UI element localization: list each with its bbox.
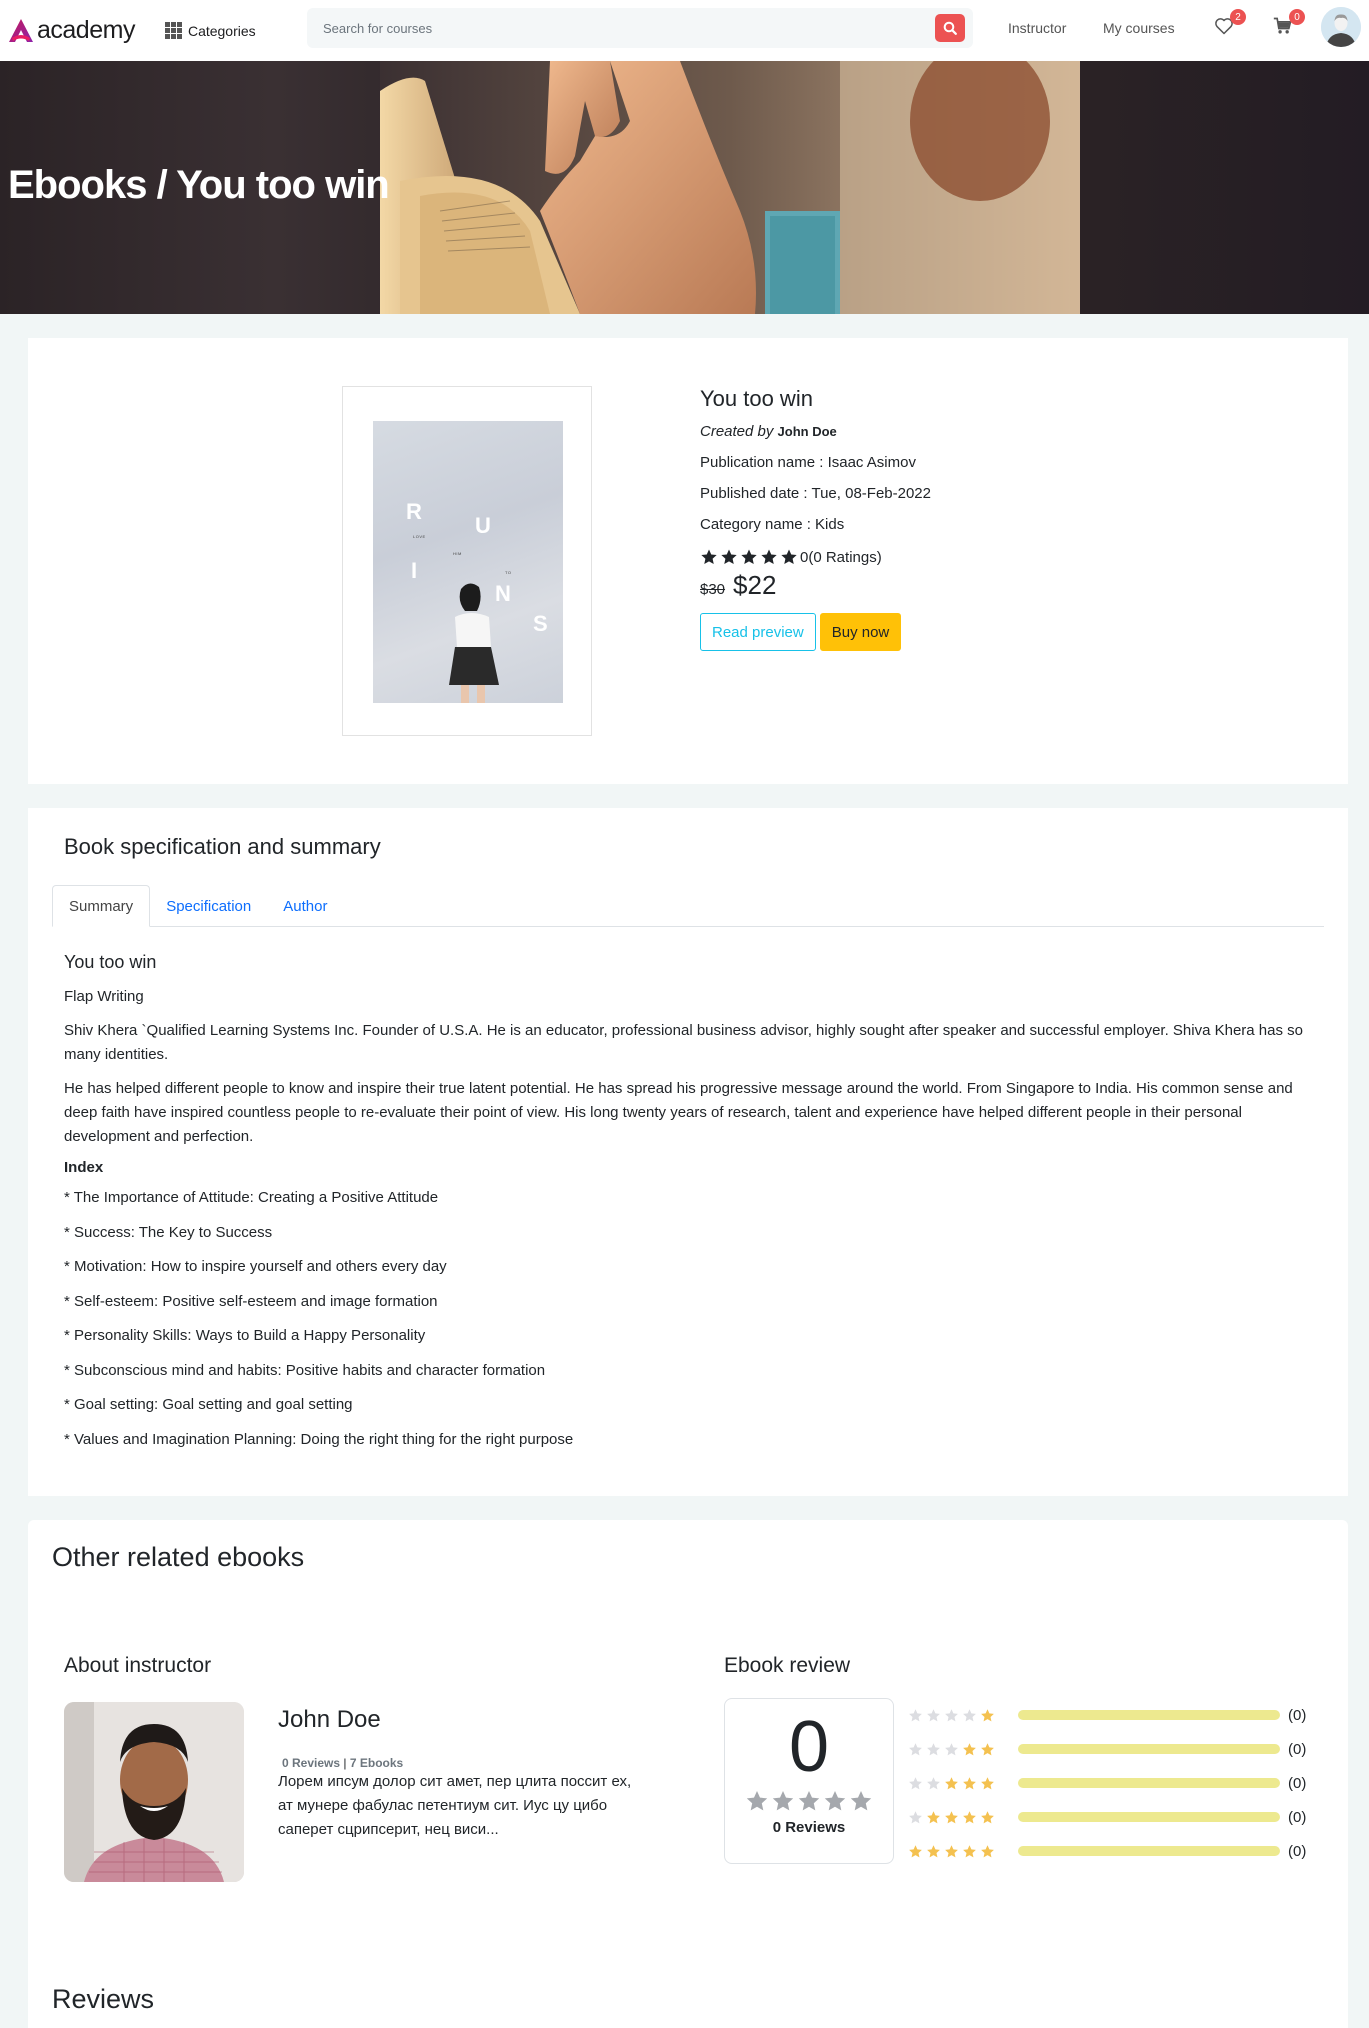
book-cover-image bbox=[373, 421, 563, 703]
summary-paragraph: Shiv Khera `Qualified Learning Systems Inc. Founder of U.S.A. He is an educator, professional business advisor, highly sought after speaker and successful employer. Shiva Khera has so many identities. bbox=[64, 1022, 1304, 1063]
category-name: Category name : Kids bbox=[700, 516, 845, 533]
row-stars bbox=[908, 1708, 1018, 1723]
top-navbar bbox=[0, 0, 1369, 61]
index-item: * Personality Skills: Ways to Build a Happy Personality bbox=[64, 1327, 426, 1344]
index-item: * The Importance of Attitude: Creating a Positive Attitude bbox=[64, 1189, 439, 1206]
star-icon bbox=[926, 1708, 941, 1723]
ebook-review-heading: Ebook review bbox=[724, 1654, 851, 1677]
rating-bar bbox=[1018, 1710, 1280, 1720]
page-title: Ebooks / You too win bbox=[8, 163, 389, 207]
index-item: * Goal setting: Goal setting and goal setting bbox=[64, 1396, 353, 1413]
summary-subtitle: Flap Writing bbox=[64, 988, 144, 1005]
rating-count: (0) bbox=[1288, 1740, 1307, 1758]
index-item: * Subconscious mind and habits: Positive habits and character formation bbox=[64, 1361, 546, 1379]
star-icon bbox=[908, 1776, 923, 1791]
stats-separator: | bbox=[343, 1756, 347, 1770]
cover-letter: N bbox=[495, 581, 511, 606]
search-button[interactable] bbox=[935, 14, 965, 42]
row-stars bbox=[908, 1844, 1018, 1859]
star-icon bbox=[944, 1708, 959, 1723]
tab-specification[interactable]: Specification bbox=[166, 897, 252, 915]
wishlist-count-badge: 2 bbox=[1230, 9, 1246, 25]
star-icon bbox=[760, 548, 778, 566]
star-icon bbox=[944, 1844, 959, 1859]
spec-heading: Book specification and summary bbox=[64, 834, 381, 859]
search-icon bbox=[943, 21, 957, 35]
star-icon bbox=[962, 1810, 977, 1825]
summary-content bbox=[64, 952, 1308, 1462]
instructor-stats bbox=[282, 1756, 403, 1770]
instructor-avatar-image bbox=[64, 1702, 244, 1882]
star-icon bbox=[962, 1776, 977, 1791]
nav-my-courses-link[interactable]: My courses bbox=[1103, 20, 1175, 36]
book-actions bbox=[700, 613, 931, 651]
index-item: * Success: The Key to Success bbox=[64, 1223, 273, 1241]
index-item: * Self-esteem: Positive self-esteem and image formation bbox=[64, 1292, 438, 1310]
book-rating bbox=[700, 548, 931, 566]
star-icon bbox=[944, 1742, 959, 1757]
star-icon bbox=[908, 1708, 923, 1723]
instructor-photo[interactable] bbox=[64, 1702, 244, 1882]
cover-letter: S bbox=[533, 611, 548, 636]
created-by bbox=[700, 424, 931, 439]
read-preview-button[interactable]: Read preview bbox=[700, 613, 816, 651]
star-icon bbox=[980, 1844, 995, 1859]
academy-logo-icon bbox=[8, 18, 34, 44]
related-section-card bbox=[28, 1520, 1348, 2028]
star-icon bbox=[745, 1789, 769, 1813]
book-title: You too win bbox=[700, 386, 813, 411]
index-item: * Values and Imagination Planning: Doing the right thing for the right purpose bbox=[64, 1430, 574, 1448]
instructor-bio: Лорем ипсум долор сит амет, пер цлита поссит ех, ат мунере фабулас петентиум сит. Иус цу цибо саперет сцрипсерит, нец виси... bbox=[278, 1773, 632, 1838]
categories-label: Categories bbox=[187, 22, 256, 39]
reviews-heading: Reviews bbox=[52, 1984, 155, 2014]
star-icon bbox=[780, 548, 798, 566]
cover-girl-figure bbox=[433, 581, 513, 703]
instructor-name[interactable]: John Doe bbox=[278, 1706, 381, 1733]
wishlist-button[interactable] bbox=[1214, 11, 1241, 41]
book-detail-card bbox=[28, 338, 1348, 784]
average-stars bbox=[725, 1789, 893, 1813]
index-item: * Motivation: How to inspire yourself and others every day bbox=[64, 1258, 447, 1275]
book-cover-frame bbox=[342, 386, 592, 736]
star-icon bbox=[980, 1708, 995, 1723]
star-icon bbox=[740, 548, 758, 566]
row-stars bbox=[908, 1776, 1018, 1791]
star-icon bbox=[926, 1810, 941, 1825]
star-icon bbox=[980, 1810, 995, 1825]
cover-letter: I bbox=[411, 558, 418, 583]
search-bar bbox=[307, 8, 973, 48]
rating-bar bbox=[1018, 1812, 1280, 1822]
rating-row-2-star bbox=[908, 1732, 1306, 1766]
instructor-ebooks: 7 Ebooks bbox=[349, 1756, 404, 1770]
about-instructor-heading: About instructor bbox=[64, 1654, 212, 1677]
brand-logo[interactable] bbox=[8, 18, 135, 44]
cart-button[interactable] bbox=[1273, 11, 1300, 41]
star-icon bbox=[700, 548, 718, 566]
star-icon bbox=[908, 1810, 923, 1825]
star-icon bbox=[962, 1708, 977, 1723]
row-stars bbox=[908, 1742, 1018, 1757]
star-icon bbox=[980, 1742, 995, 1757]
star-icon bbox=[944, 1810, 959, 1825]
nav-instructor-link[interactable]: Instructor bbox=[1008, 20, 1067, 36]
cover-word: HIM bbox=[453, 551, 462, 556]
tab-summary[interactable]: Summary bbox=[52, 885, 150, 927]
rating-count: (0) bbox=[1288, 1808, 1307, 1826]
related-ebooks-heading: Other related ebooks bbox=[52, 1542, 305, 1572]
price bbox=[700, 570, 931, 601]
published-date: Published date : Tue, 08-Feb-2022 bbox=[700, 485, 931, 502]
star-icon bbox=[797, 1789, 821, 1813]
star-icon bbox=[926, 1742, 941, 1757]
star-icon bbox=[926, 1776, 941, 1791]
cover-word: TO bbox=[505, 570, 512, 575]
search-input[interactable] bbox=[307, 8, 935, 48]
star-icon bbox=[771, 1789, 795, 1813]
author-link[interactable]: John Doe bbox=[777, 424, 837, 439]
rating-text: 0(0 Ratings) bbox=[800, 548, 882, 566]
rating-row-5-star bbox=[908, 1834, 1306, 1868]
star-icon bbox=[849, 1789, 873, 1813]
rating-row-3-star bbox=[908, 1766, 1306, 1800]
star-icon bbox=[720, 548, 738, 566]
row-stars bbox=[908, 1810, 1018, 1825]
publication-name: Publication name : Isaac Asimov bbox=[700, 454, 916, 471]
star-icon bbox=[926, 1844, 941, 1859]
rating-count: (0) bbox=[1288, 1706, 1307, 1724]
discounted-price: $22 bbox=[733, 570, 777, 600]
categories-menu[interactable] bbox=[165, 22, 256, 39]
average-rating: 0 bbox=[788, 1707, 830, 1787]
tab-author[interactable]: Author bbox=[283, 897, 328, 915]
rating-bar bbox=[1018, 1778, 1280, 1788]
rating-count: (0) bbox=[1288, 1774, 1307, 1792]
star-icon bbox=[980, 1776, 995, 1791]
user-avatar[interactable] bbox=[1321, 7, 1361, 47]
rating-bar bbox=[1018, 1744, 1280, 1754]
book-info bbox=[700, 386, 931, 651]
rating-count: (0) bbox=[1288, 1842, 1307, 1860]
cover-letter: R bbox=[406, 499, 422, 524]
cover-word: LOVE bbox=[413, 534, 426, 539]
average-rating-box bbox=[724, 1698, 894, 1864]
spec-tabs bbox=[52, 885, 1324, 927]
star-icon bbox=[908, 1742, 923, 1757]
book-spec-card bbox=[28, 808, 1348, 1496]
created-by-label: Created by bbox=[700, 423, 774, 440]
index-title: Index bbox=[64, 1159, 104, 1176]
star-icon bbox=[962, 1742, 977, 1757]
grid-icon bbox=[165, 22, 182, 39]
cart-count-badge: 0 bbox=[1289, 9, 1305, 25]
summary-title: You too win bbox=[64, 952, 157, 972]
rating-breakdown bbox=[908, 1698, 1306, 1868]
cover-letter: U bbox=[475, 513, 491, 538]
star-icon bbox=[944, 1776, 959, 1791]
original-price: $30 bbox=[700, 581, 726, 598]
instructor-reviews: 0 Reviews bbox=[282, 1756, 341, 1770]
summary-paragraph: He has helped different people to know and inspire their true latent potential. He has spread his progressive message around the world. From Singapore to India. His common sense and deep faith have inspired countless people to re-evaluate their point of view. His long twenty years of research, talent and experience have helped different people in their personal development and perfection. bbox=[64, 1080, 1293, 1145]
star-icon bbox=[962, 1844, 977, 1859]
total-reviews: 0 Reviews bbox=[772, 1819, 846, 1836]
rating-row-1-star bbox=[908, 1698, 1306, 1732]
star-icon bbox=[908, 1844, 923, 1859]
hero-banner bbox=[0, 61, 1369, 314]
user-avatar-icon bbox=[1321, 7, 1361, 47]
rating-row-4-star bbox=[908, 1800, 1306, 1834]
rating-bar bbox=[1018, 1846, 1280, 1856]
star-icon bbox=[823, 1789, 847, 1813]
brand-name: academy bbox=[37, 16, 135, 44]
reading-book-hero-image bbox=[380, 61, 1080, 314]
buy-now-button[interactable]: Buy now bbox=[820, 613, 902, 651]
